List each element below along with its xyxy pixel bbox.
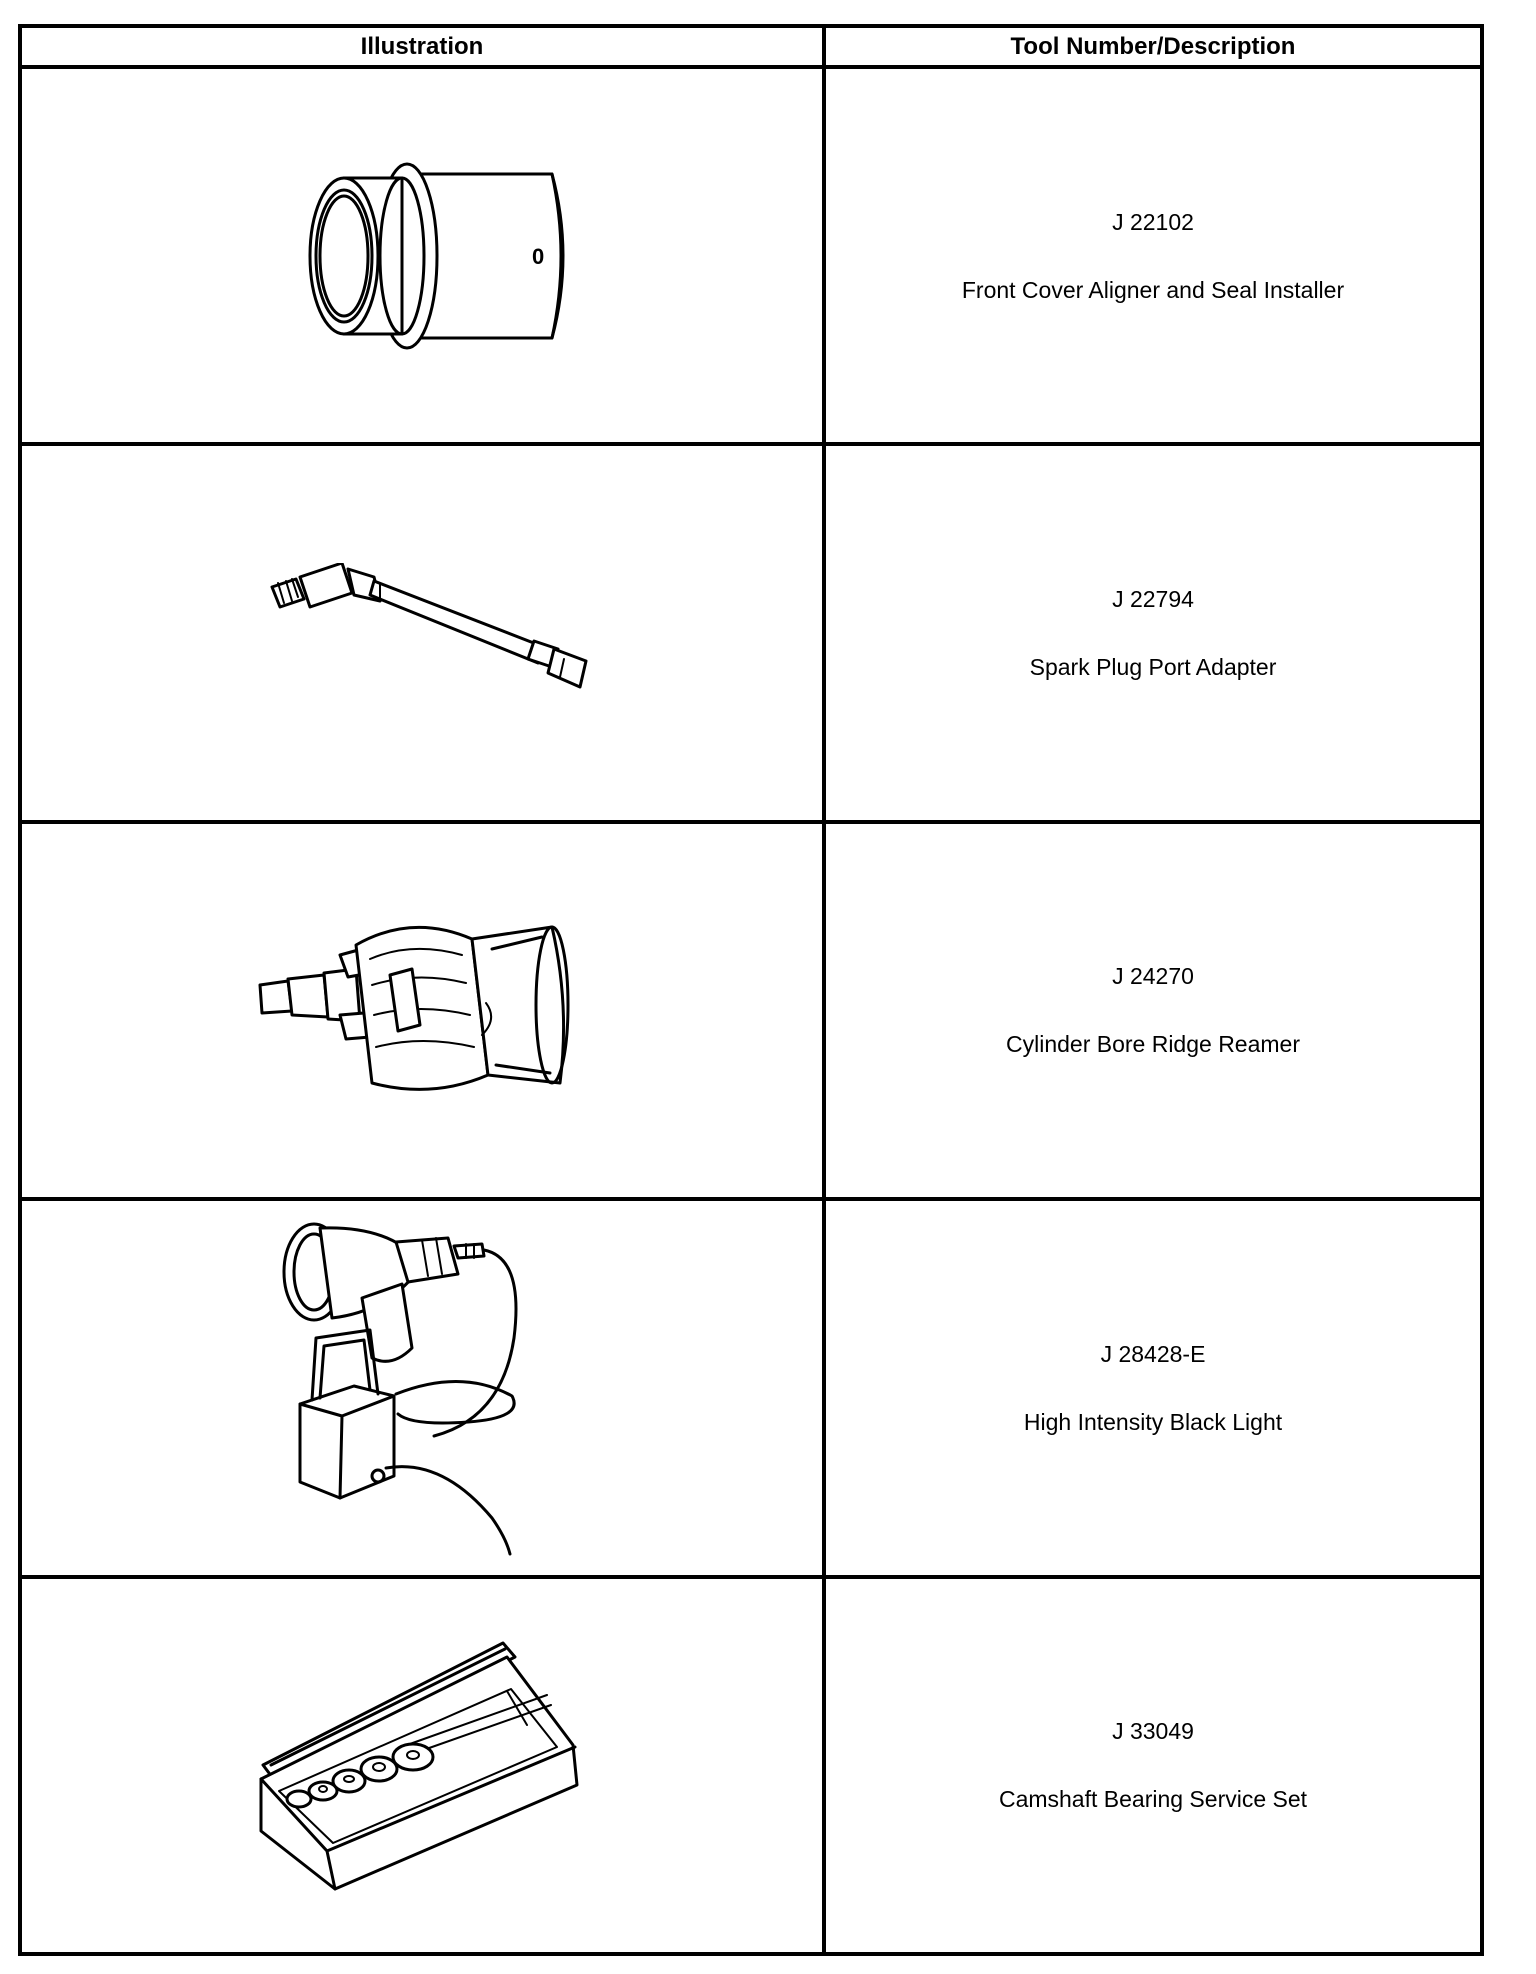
tool-description-cell — [824, 1199, 1482, 1576]
header-illustration: Illustration — [20, 26, 824, 67]
table-header-row — [20, 26, 1482, 67]
tool-description: High Intensity Black Light — [1023, 1408, 1283, 1435]
header-tool-number-description: Tool Number/Description — [824, 26, 1482, 67]
special-tools-table — [18, 24, 1484, 1956]
tool-description-cell — [824, 444, 1482, 821]
tool-description: Camshaft Bearing Service Set — [998, 1786, 1308, 1813]
tool-description-cell — [824, 1577, 1482, 1954]
tool-description-cell — [824, 822, 1482, 1199]
table-row — [20, 67, 1482, 444]
tool-number: J 22794 — [1112, 586, 1194, 613]
camshaft-bearing-set-illustration — [257, 1635, 587, 1895]
illustration-cell — [20, 1577, 824, 1954]
tool-number: J 33049 — [1112, 1718, 1194, 1745]
tool-description: Spark Plug Port Adapter — [1029, 654, 1277, 681]
seal-installer-illustration — [252, 146, 592, 366]
illustration-cell — [20, 1199, 824, 1576]
spark-plug-adapter-illustration — [252, 563, 592, 703]
black-light-illustration — [262, 1218, 582, 1558]
table-row — [20, 822, 1482, 1199]
ridge-reamer-illustration — [252, 915, 592, 1105]
table-row — [20, 444, 1482, 821]
tool-description: Front Cover Aligner and Seal Installer — [961, 276, 1345, 303]
tool-number: J 28428-E — [1100, 1340, 1206, 1367]
tool-description: Cylinder Bore Ridge Reamer — [1005, 1031, 1300, 1058]
illustration-cell — [20, 822, 824, 1199]
table-row — [20, 1577, 1482, 1954]
tool-number: J 24270 — [1112, 963, 1194, 990]
illustration-cell — [20, 444, 824, 821]
tool-description-cell — [824, 67, 1482, 444]
callout-label: 0 — [532, 243, 545, 269]
illustration-cell — [20, 67, 824, 444]
tool-number: J 22102 — [1112, 208, 1194, 235]
table-row — [20, 1199, 1482, 1576]
